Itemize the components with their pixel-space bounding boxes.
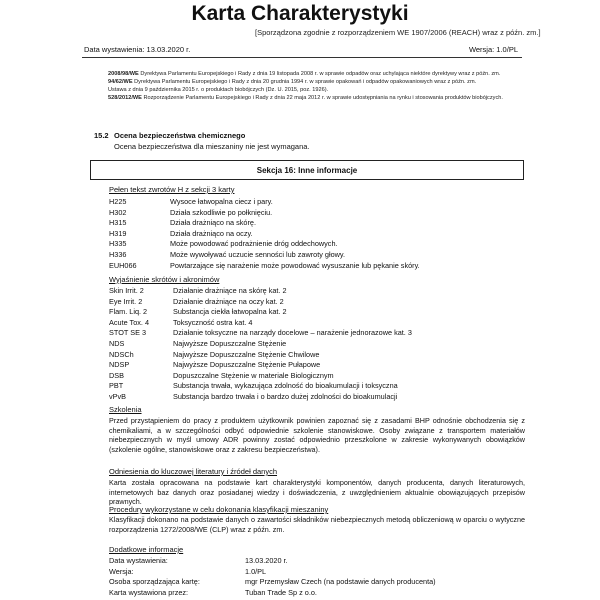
h-statements-heading: Pełen tekst zwrotów H z sekcji 3 karty: [109, 185, 235, 194]
legal-ref: 94/62/WE Dyrektywa Parlamentu Europejskiego i Rady z dnia 20 grudnia 1994 r. w sprawie opakowań i odpadów opakowaniowych wraz z późn. zm.: [108, 79, 477, 85]
legal-ref: 528/2012/WE Rozporządzenie Parlamentu Europejskiego i Rady z dnia 22 maja 2012 r. w sprawie udostępniania na rynku i stosowania produktów biobójczych.: [108, 95, 503, 101]
training-text: Przed przystąpieniem do pracy z produktem użytkownik powinien zapoznać się z zasadami BHP odnośnie obchodzenia się z chemikaliami, a w szczególności odbyć odpowiednie szkolenie stanowiskowe. Osoby związane z transportem materiałów niebezpiecznych w myśl umowy ADR powinny zostać odpowiednio przeszkolone w zakresie wykonywanych obowiązków (szkolenie ogólne, stanowiskowe oraz z zakresu bezpieczeństwa).: [109, 416, 525, 454]
additional-info-heading: Dodatkowe informacje: [109, 545, 184, 554]
legal-references: [108, 71, 528, 103]
version: Wersja: 1.0/PL: [468, 45, 518, 54]
document-subtitle: [Sporządzona zgodnie z rozporządzeniem WE 1907/2006 (REACH) wraz z późn. zm.]: [255, 28, 541, 37]
legal-ref: Ustawa z dnia 9 października 2015 r. o produktach biobójczych (Dz. U. 2015, poz. 1926).: [108, 87, 329, 93]
abbreviations-heading: Wyjaśnienie skrótów i akronimów: [109, 275, 220, 284]
procedures-text: Klasyfikacji dokonano na podstawie danych o zawartości składników niebezpiecznych metodą obliczeniową w oparciu o wytyczne rozporządzenia 1272/2008/WE (CLP) wraz z późn. zm.: [109, 515, 525, 534]
document-title: Karta Charakterystyki: [191, 2, 409, 25]
literature-heading: Odniesienia do kluczowej literatury i źródeł danych: [109, 467, 278, 476]
legal-ref: 2008/98/WE Dyrektywa Parlamentu Europejskiego i Rady z dnia 19 listopada 2008 r. w sprawie odpadów oraz uchylająca niektóre dyrektywy wraz z późn. zm.: [108, 71, 501, 77]
section-number: 15.2: [94, 131, 109, 140]
literature-text: Karta została opracowana na podstawie kart charakterystyki komponentów, danych producenta, danych literaturowych, internetowych baz danych oraz posiadanej wiedzy i doświadczenia, z uwzględnieniem aktualnie obowiązujących przepisów prawnych.: [109, 478, 525, 506]
header-divider: [82, 57, 522, 58]
section-heading: Ocena bezpieczeństwa chemicznego: [114, 131, 246, 140]
sds-page: Karta Charakterystyki [Sporządzona zgodnie z rozporządzeniem WE 1907/2006 (REACH) wraz z późn. zm.] Data wystawienia: 13.03.2020 r. Wersja: 1.0/PL 2008/98/WE Dyrektywa Parlamentu Europejskiego i Rady z dnia 19 listopada 2008 r. w sprawie odpadów oraz uchylająca niektóre dyrektywy wraz z późn. zm. 94/62/WE Dyrektywa Parlamentu Europejskiego i Rady z dnia 20 grudnia 1994 r. w sprawie opakowań i odpadów opakowaniowych wraz z późn. zm. Ustawa z dnia 9 października 2015 r. o produktach biobójczych (Dz. U. 2015, poz. 1926). 528/2012/WE Rozporządzenie Parlamentu Europejskiego i Rady z dnia 22 maja 2012 r. w sprawie udostępniania na rynku i stosowania produktów biobójczych. 15.2 Ocena bezpieczeństwa chemicznego Ocena bezpieczeństwa dla mieszaniny nie jest wymagana. Sekcja 16: Inne informacje Pełen tekst zwrotów H z sekcji 3 karty H225 Wysoce łatwopalna ciecz i pary. H302 Działa szkodliwie po połknięciu. H315 Działa drażniąco na skórę. H319 Działa drażniąco na oczy. H335 Może powodować podrażnienie dróg oddechowych. H336 Może wywoływać uczucie senności lub zawroty głowy. EUH066 Powtarzające się narażenie może powodować wysuszanie lub pękanie skóry. Wyjaśnienie skrótów i akronimów Skin Irrit. 2 Działanie drażniące na skórę kat. 2 Eye Irrit. 2 Działanie drażniące na oczy kat. 2 Flam. Liq. 2 Substancja ciekła łatwopalna kat. 2 Acute Tox. 4 Toksyczność ostra kat. 4 STOT SE 3 Działanie toksyczne na narządy docelowe – narażenie jednorazowe kat. 3 NDS Najwyższe Dopuszczalne Stężenie NDSCh Najwyższe Dopuszczalne Stężenie Chwilowe NDSP Najwyższe Dopuszczalne Stężenie Pułapowe DSB Dopuszczalne Stężenie w materiale Biologicznym PBT Substancja trwała, wykazująca zdolność do bioakumulacji i toksyczna vPvB Substancja bardzo trwała i o bardzo dużej zdolności do bioakumulacji Szkolenia Przed przystąpieniem do pracy z produktem użytkownik powinien zapoznać się z zasadami BHP odnośnie obchodzenia się z chemikaliami, a w szczególności odbyć odpowiednie szkolenie stanowiskowe. Osoby związane z transportem materiałów niebezpiecznych w myśl umowy ADR powinny zostać odpowiednio przeszkolone w zakresie wykonywanych obowiązków (szkolenie ogólne, stanowiskowe oraz z zakresu bezpieczeństwa). Odniesienia do kluczowej literatury i źródeł danych Karta została opracowana na podstawie kart charakterystyki komponentów, danych producenta, danych literaturowych, internetowych baz danych oraz posiadanej wiedzy i doświadczenia, z uwzględnieniem aktualnie obowiązujących przepisów prawnych. Procedury wykorzystane w celu dokonania klasyfikacji mieszaniny Klasyfikacji dokonano na podstawie danych o zawartości składników niebezpiecznych metodą obliczeniową w oparciu o wytyczne rozporządzenia 1272/2008/WE (CLP) wraz z późn. zm. Dodatkowe informacje Data wystawienia: 13.03.2020 r. Wersja: 1.0/PL Osoba sporządzająca kartę: mgr Przemysław Czech (na podstawie danych producenta) Karta wystawiona przez: Tuban Trade Sp z o.o.: [0, 0, 600, 600]
procedures-heading: Procedury wykorzystane w celu dokonania klasyfikacji mieszaniny: [109, 505, 329, 514]
section-16-header: Sekcja 16: Inne informacje: [90, 160, 524, 180]
training-heading: Szkolenia: [109, 405, 142, 414]
issue-date: Data wystawienia: 13.03.2020 r.: [84, 45, 191, 54]
section-text: Ocena bezpieczeństwa dla mieszaniny nie jest wymagana.: [114, 142, 310, 151]
